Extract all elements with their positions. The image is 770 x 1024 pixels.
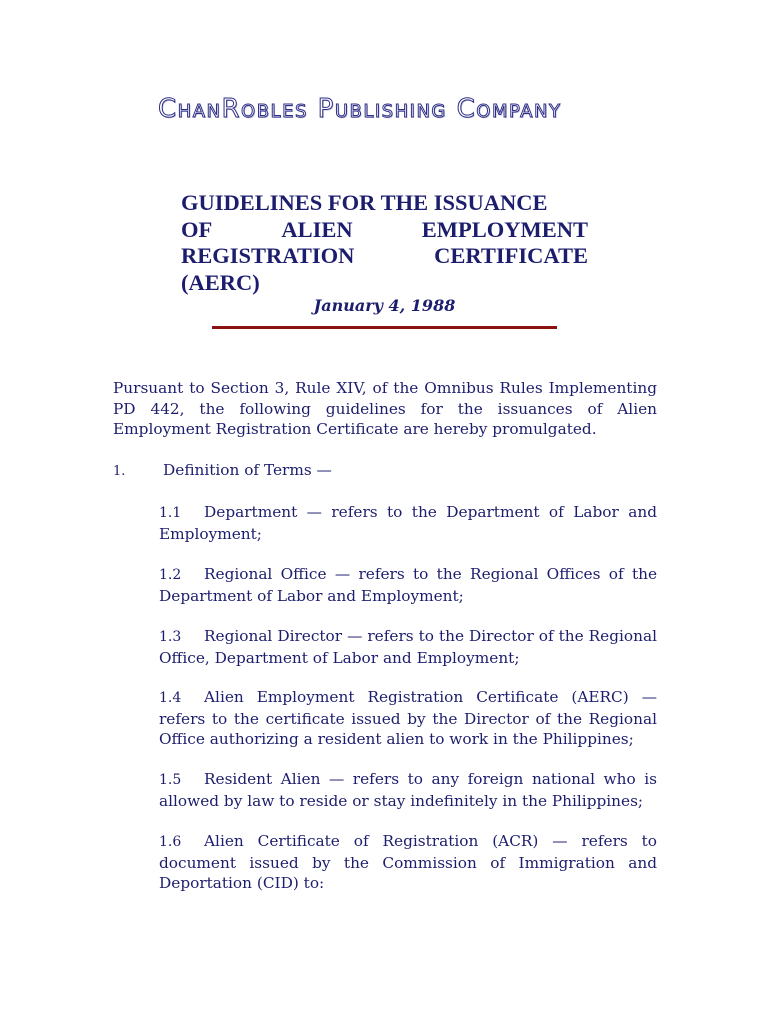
title-line-4	[181, 270, 588, 297]
definition-item	[159, 626, 657, 668]
item-number: 1.3	[159, 629, 182, 645]
item-number: 1.2	[159, 567, 182, 583]
publisher-header: ChanRobles Publishing Company	[158, 94, 562, 124]
title-word: ALIEN	[281, 216, 353, 242]
item-text: Resident Alien — refers to any foreign national who is allowed by law to reside or stay indefinitely in the Philippines;	[159, 770, 657, 810]
item-text: Department — refers to the Department of Labor and Employment;	[159, 503, 657, 543]
title-line-1	[181, 190, 588, 217]
title-word: (AERC)	[181, 269, 260, 295]
item-text: Alien Employment Registration Certificate (AERC) — refers to the certificate issued by the Director of the Regional Office authorizing a resident alien to work in the Philippines;	[159, 688, 657, 749]
item-number: 1.4	[159, 690, 182, 706]
section-title: Definition of Terms —	[163, 461, 332, 479]
item-text: Alien Certificate of Registration (ACR) — refers to document issued by the Commission of Immigration and Deportation (CID) to:	[159, 832, 657, 893]
title-word: REGISTRATION	[181, 243, 355, 268]
definition-item	[159, 769, 657, 811]
item-number: 1.1	[159, 505, 182, 521]
item-text: Regional Director — refers to the Director of the Regional Office, Department of Labor and Employment;	[159, 627, 657, 667]
item-text: Regional Office — refers to the Regional Offices of the Department of Labor and Employment;	[159, 565, 657, 605]
document-date: January 4, 1988	[313, 296, 456, 315]
title-word: OF	[181, 216, 213, 242]
definition-item	[159, 502, 657, 544]
title-divider	[212, 326, 557, 329]
item-number: 1.5	[159, 772, 182, 788]
title-word: CERTIFICATE	[434, 243, 588, 268]
document-title	[181, 190, 588, 296]
definition-item	[159, 831, 657, 894]
section-number: 1.	[113, 464, 126, 479]
title-line-3	[181, 243, 588, 270]
title-line-2	[181, 217, 588, 244]
intro-paragraph: Pursuant to Section 3, Rule XIV, of the Omnibus Rules Implementing PD 442, the following guidelines for the issuances of Alien Employment Registration Certificate are hereby promulgated.	[113, 379, 657, 439]
title-word: EMPLOYMENT	[421, 216, 588, 242]
definition-item	[159, 687, 657, 750]
section-heading	[113, 460, 657, 483]
title-word: GUIDELINES FOR THE ISSUANCE	[181, 190, 548, 215]
item-number: 1.6	[159, 834, 182, 850]
definition-item	[159, 564, 657, 606]
